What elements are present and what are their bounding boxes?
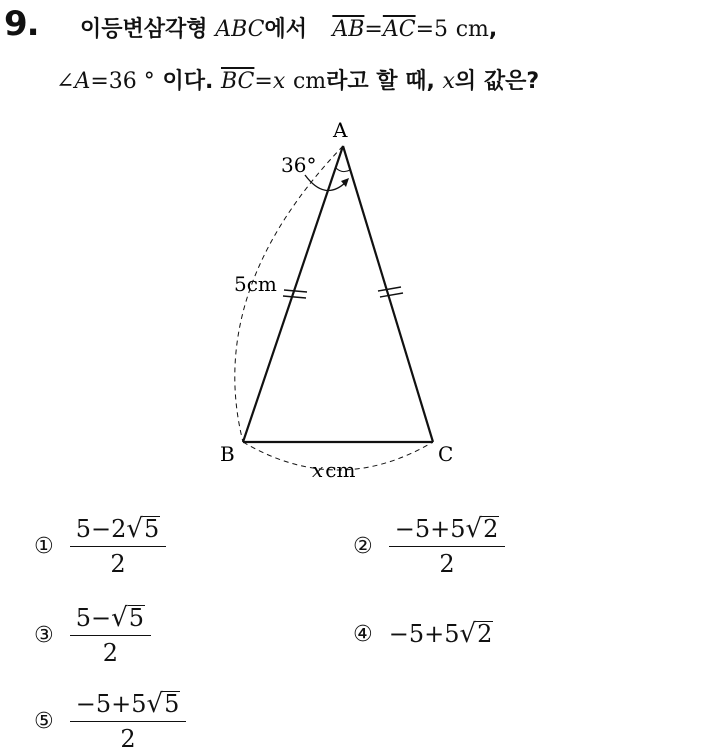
choice-4-number: ④ [353, 621, 373, 647]
segment-ac: $\overline{AC}$ [382, 17, 416, 42]
vertex-label-a: A [333, 118, 348, 142]
choice-4-prefix: −5+5 [388, 620, 460, 648]
choice-2-numerator: −5+5 [394, 515, 466, 543]
choice-5[interactable] [34, 690, 186, 753]
sqrt-symbol: √ 5 [126, 514, 160, 544]
tick-mark-ac-2 [380, 293, 403, 297]
angle-vertex: A [74, 69, 91, 94]
equals-3: = [90, 69, 109, 94]
text-isosceles: 이등변삼각형 [80, 17, 208, 42]
tick-mark-ab-1 [284, 290, 307, 292]
equals-4: = [254, 69, 273, 94]
segment-bc: $\overline{BC}$ [220, 69, 255, 94]
choice-2-radicand: 2 [483, 514, 499, 543]
choice-4-radicand: 2 [477, 619, 493, 648]
choice-5-numerator: −5+5 [75, 690, 147, 718]
sqrt-symbol: √ 2 [459, 619, 493, 649]
choice-1-radicand: 5 [143, 514, 160, 543]
variable-x-2: x [442, 69, 455, 94]
question-number: 9. [4, 4, 39, 44]
sqrt-symbol: √ 2 [465, 514, 499, 544]
side-ac [343, 146, 433, 442]
text-ui-gapeun: 의 값은? [454, 69, 540, 94]
base-unit: cm [325, 458, 356, 482]
choice-3[interactable] [34, 604, 151, 667]
choice-1-denominator: 2 [110, 550, 126, 578]
choice-3-number: ③ [34, 623, 54, 648]
variable-x: x [272, 69, 286, 94]
choice-1-number: ① [34, 534, 54, 559]
angle-label: 36° [281, 153, 317, 177]
text-ida: 이다. [162, 69, 214, 94]
choice-2-fraction [389, 515, 506, 578]
length-unit: cm [455, 17, 489, 42]
equals-2: = [415, 17, 435, 42]
choice-4[interactable] [353, 620, 493, 648]
angle-degree: 36 ° [108, 69, 155, 94]
comma: , [488, 17, 498, 42]
choice-4-expression [389, 620, 494, 648]
equals-1: = [364, 17, 383, 42]
choice-5-fraction [70, 690, 187, 753]
choice-3-denominator: 2 [102, 639, 118, 667]
triangle-name: ABC [215, 17, 265, 42]
choice-2-denominator: 2 [439, 550, 455, 578]
choice-5-radicand: 5 [164, 689, 180, 718]
side-length-label: 5cm [234, 272, 277, 296]
tick-mark-ab-2 [283, 296, 306, 298]
vertex-label-b: B [220, 442, 235, 466]
choice-1-fraction [70, 515, 167, 578]
choice-1[interactable] [34, 515, 166, 578]
segment-ab: $\overline{AB}$ [332, 17, 365, 42]
choice-5-denominator: 2 [120, 725, 136, 753]
angle-arc-a [336, 168, 350, 172]
choice-2-number: ② [353, 534, 373, 559]
tick-mark-ac-1 [378, 287, 401, 291]
sqrt-symbol: √ 5 [111, 603, 144, 633]
choice-2[interactable] [353, 515, 505, 578]
choice-1-numerator: 5−2 [75, 515, 127, 543]
choice-3-fraction [70, 604, 151, 667]
text-ragohalttae: 라고 할 때, [326, 69, 435, 94]
sqrt-symbol: √ 5 [146, 689, 180, 719]
base-length-label [312, 458, 355, 482]
angle-symbol: ∠ [56, 69, 75, 94]
choice-3-numerator: 5− [75, 604, 112, 632]
length-value: 5 [434, 17, 449, 42]
choice-3-radicand: 5 [128, 603, 144, 632]
angle-pointer [305, 175, 346, 191]
base-variable: x [312, 458, 324, 482]
choice-5-number: ⑤ [34, 709, 54, 734]
length-unit-2: cm [292, 69, 327, 94]
vertex-label-c: C [438, 442, 454, 466]
text-eseo: 에서 [264, 17, 307, 42]
